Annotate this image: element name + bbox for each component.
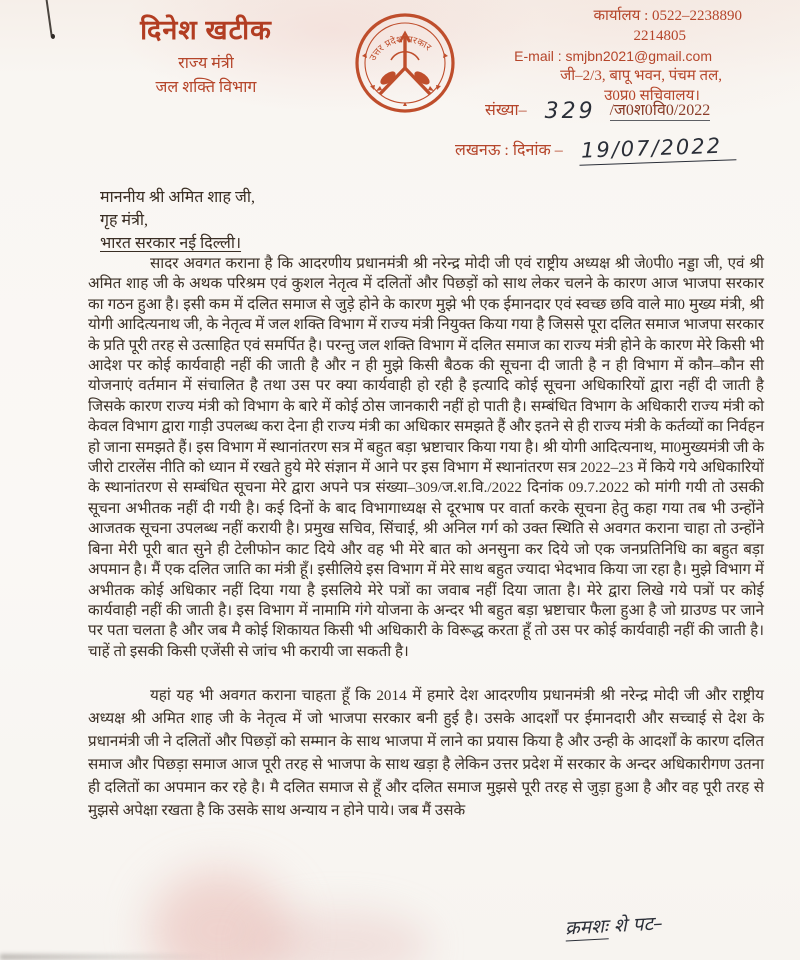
office-contact-block [428, 6, 748, 106]
reference-number-line [485, 96, 765, 124]
body-paragraph-1: सादर अवगत कराना है कि आदरणीय प्रधानमंत्री श्री नरेन्द्र मोदी जी एवं राष्ट्रीय अध्यक्ष श्री जे0पी0 नड्डा जी, एवं श्री अमित शाह जी के अथक परिश्रम एवं कुशल नेतृत्व में दलितों और पिछड़ों को साथ लेकर चलने के कारण आज भाजपा सरकार का गठन हुआ है। इसी कम में दलित समाज से जुड़े होने के कारण मुझे भी एक ईमानदार एवं स्वच्छ छवि वाले मा0 मुख्य मंत्री, श्री योगी आदित्यनाथ जी, के नेतृत्व में जल शक्ति विभाग में राज्य मंत्री नियुक्त किया गया है जिससे पूरा दलित समाज भाजपा सरकार के प्रति पूरी तरह से उत्साहित एवं समर्पित है। परन्तु जल शक्ति विभाग में दलित समाज का राज्य मंत्री होने के कारण मेरे किसी भी आदेश पर कोई कार्यवाही नहीं की जाती है और न ही मुझे किसी बैठक की सूचना दी जाती है न ही विभाग में कौन–कौन सी योजनाएं वर्तमान में संचालित है तथा उस पर क्या कार्यवाही हो रही है इत्यादि कोई सूचना अधिकारियों द्वारा नहीं दी जाती है जिसके कारण राज्य मंत्री को विभाग के बारे में कोई ठोस जानकारी नहीं हो पाती है। सम्बंधित विभाग के अधिकारी राज्य मंत्री को केवल विभाग द्वारा गाड़ी उपलब्ध करा देना ही राज्य मंत्री का अधिकार समझते हैं और इतने से ही राज्य मंत्री के कर्तव्यों का निर्वहन हो जाना समझते हैं। इस विभाग में स्थानांतरण सत्र में बहुत बड़ा भ्रष्टाचार किया गया है। श्री योगी आदित्यनाथ, मा0मुख्यमंत्री जी के जीरो टारलेंस नीति को ध्यान में रखते हुये मेरे संज्ञान में आने पर इस विभाग में स्थानांतरण सत्र 2022–23 में किये गये अधिकारियों के स्थानांतरण से सम्बंधित सूचना मेरे द्वारा अपने पत्र संख्या–309/ज.श.वि./2022 दिनांक 09.7.2022 को मांगी गयी तो उसकी सूचना अभीतक नहीं दी गयी है। कई दिनों के बाद विभागाध्यक्ष से दूरभाष पर वार्ता करके सूचना हेतु कहा गया तब भी उन्होंने आजतक सूचना उपलब्ध नहीं करायी है। प्रमुख सचिव, सिंचाई, श्री अनिल गर्ग को उक्त स्थिति से अवगत कराना चाहा तो उन्होंने बिना मेरी पूरी बात सुने ही टेलीफोन काट दिये और वह भी मेरे बात को अनसुना कर दिये जो एक जनप्रतिनिधि का बहुत बड़ा अपमान है। मैं एक दलित जाति का मंत्री हूँ। इसीलिये इस विभाग में मेरे साथ बहुत ज्यादा भेदभाव किया जा रहा है। मुझे विभाग में अभीतक कोई अधिकार नहीं दिया गया है इसलिये मेरे पत्रों का जवाब नहीं दिया जाता है। मेरे द्वारा लिखे गये पत्रों पर कोई कार्यवाही नहीं की जाती है। इस विभाग में नामामि गंगे योजना के अन्दर भी बहुत बड़ा भ्रष्टाचार फैला हुआ है जो ग्राउण्ड पर जाने पर पता चलता है और जब मै कोई शिकायत किसी भी अधिकारी के विरूद्ध करता हूँ तो उस पर कोई कार्यवाही नहीं की जाती है। चाहें तो इसकी किसी एजेंसी से जांच भी करायी जा सकती है। [88, 255, 764, 660]
continuation-rest: शे पट– [607, 912, 664, 938]
date-line [455, 133, 736, 163]
office-email-line: E-mail : smjbn2021@gmail.com [514, 48, 712, 64]
dateline-label: लखनऊ : दिनांक – [455, 142, 563, 159]
office-address-line1: जी–2/3, बापू भवन, पंचम तल, [560, 68, 722, 84]
sender-title: राज्य मंत्री [178, 55, 234, 72]
scan-scratch-dot [51, 34, 55, 39]
scan-scratch-mark [45, 0, 53, 38]
continuation-word: क्रमशः [564, 915, 609, 940]
sender-name: दिनेश खटीक [140, 15, 272, 45]
reference-number-handwritten: 329 [544, 99, 596, 124]
office-address-line2: उ0प्र0 सचिवालय। [604, 88, 700, 104]
recipient-block [100, 186, 255, 255]
sender-department: जल शक्ति विभाग [155, 79, 257, 96]
svg-text:उत्तर प्रदेश सरकार [367, 34, 433, 63]
continuation-note [564, 909, 663, 940]
office-phone-line: कार्यालय : 0522–2238890 [593, 8, 742, 24]
reference-suffix: /ज0श0वि0/2022 [609, 102, 711, 119]
reference-label: संख्या– [485, 102, 527, 119]
emblem-curved-text: उत्तर प्रदेश सरकार [367, 34, 433, 63]
recipient-name-line: माननीय श्री अमित शाह जी, [100, 189, 255, 206]
office-phone2: 2214805 [633, 28, 686, 44]
scan-edge-shadow [0, 954, 210, 960]
recipient-title-line: गृह मंत्री, [100, 212, 149, 229]
body-paragraph-2: यहां यह भी अवगत कराना चाहता हूँ कि 2014 में हमारे देश आदरणीय प्रधानमंत्री श्री नरेन्द्र मोदी जी और राष्ट्रीय अध्यक्ष श्री अमित शाह जी के नेतृत्व में जो भाजपा सरकार बनी हुई है। उसके आदर्शों पर ईमानदारी और सच्चाई से देश के प्रधानमंत्री जी ने दलितों और पिछड़ों को सम्मान के साथ भाजपा में लाने का प्रयास किया है और उन्ही के आदर्शों के कारण दलित समाज और पिछड़ा समाज आज पूरी तरह से भाजपा के साथ खड़ा है लेकिन उत्तर प्रदेश में सरकार के अन्दर अधिकारीगण उतना ही दलितों का अपमान कर रहे है। मै दलित समाज से हूँ और दलित समाज मुझसे पूरी तरह से जुड़ा हुआ है और वह पूरी तरह से मुझसे अपेक्षा रखता है कि उसके साथ अन्याय न होने पाये। जब मैं उसके [88, 687, 764, 820]
recipient-address-line: भारत सरकार नई दिल्ली। [100, 235, 242, 252]
date-handwritten: 19/07/2022 [578, 133, 736, 165]
sender-block [96, 10, 316, 97]
letter-body [88, 254, 764, 822]
